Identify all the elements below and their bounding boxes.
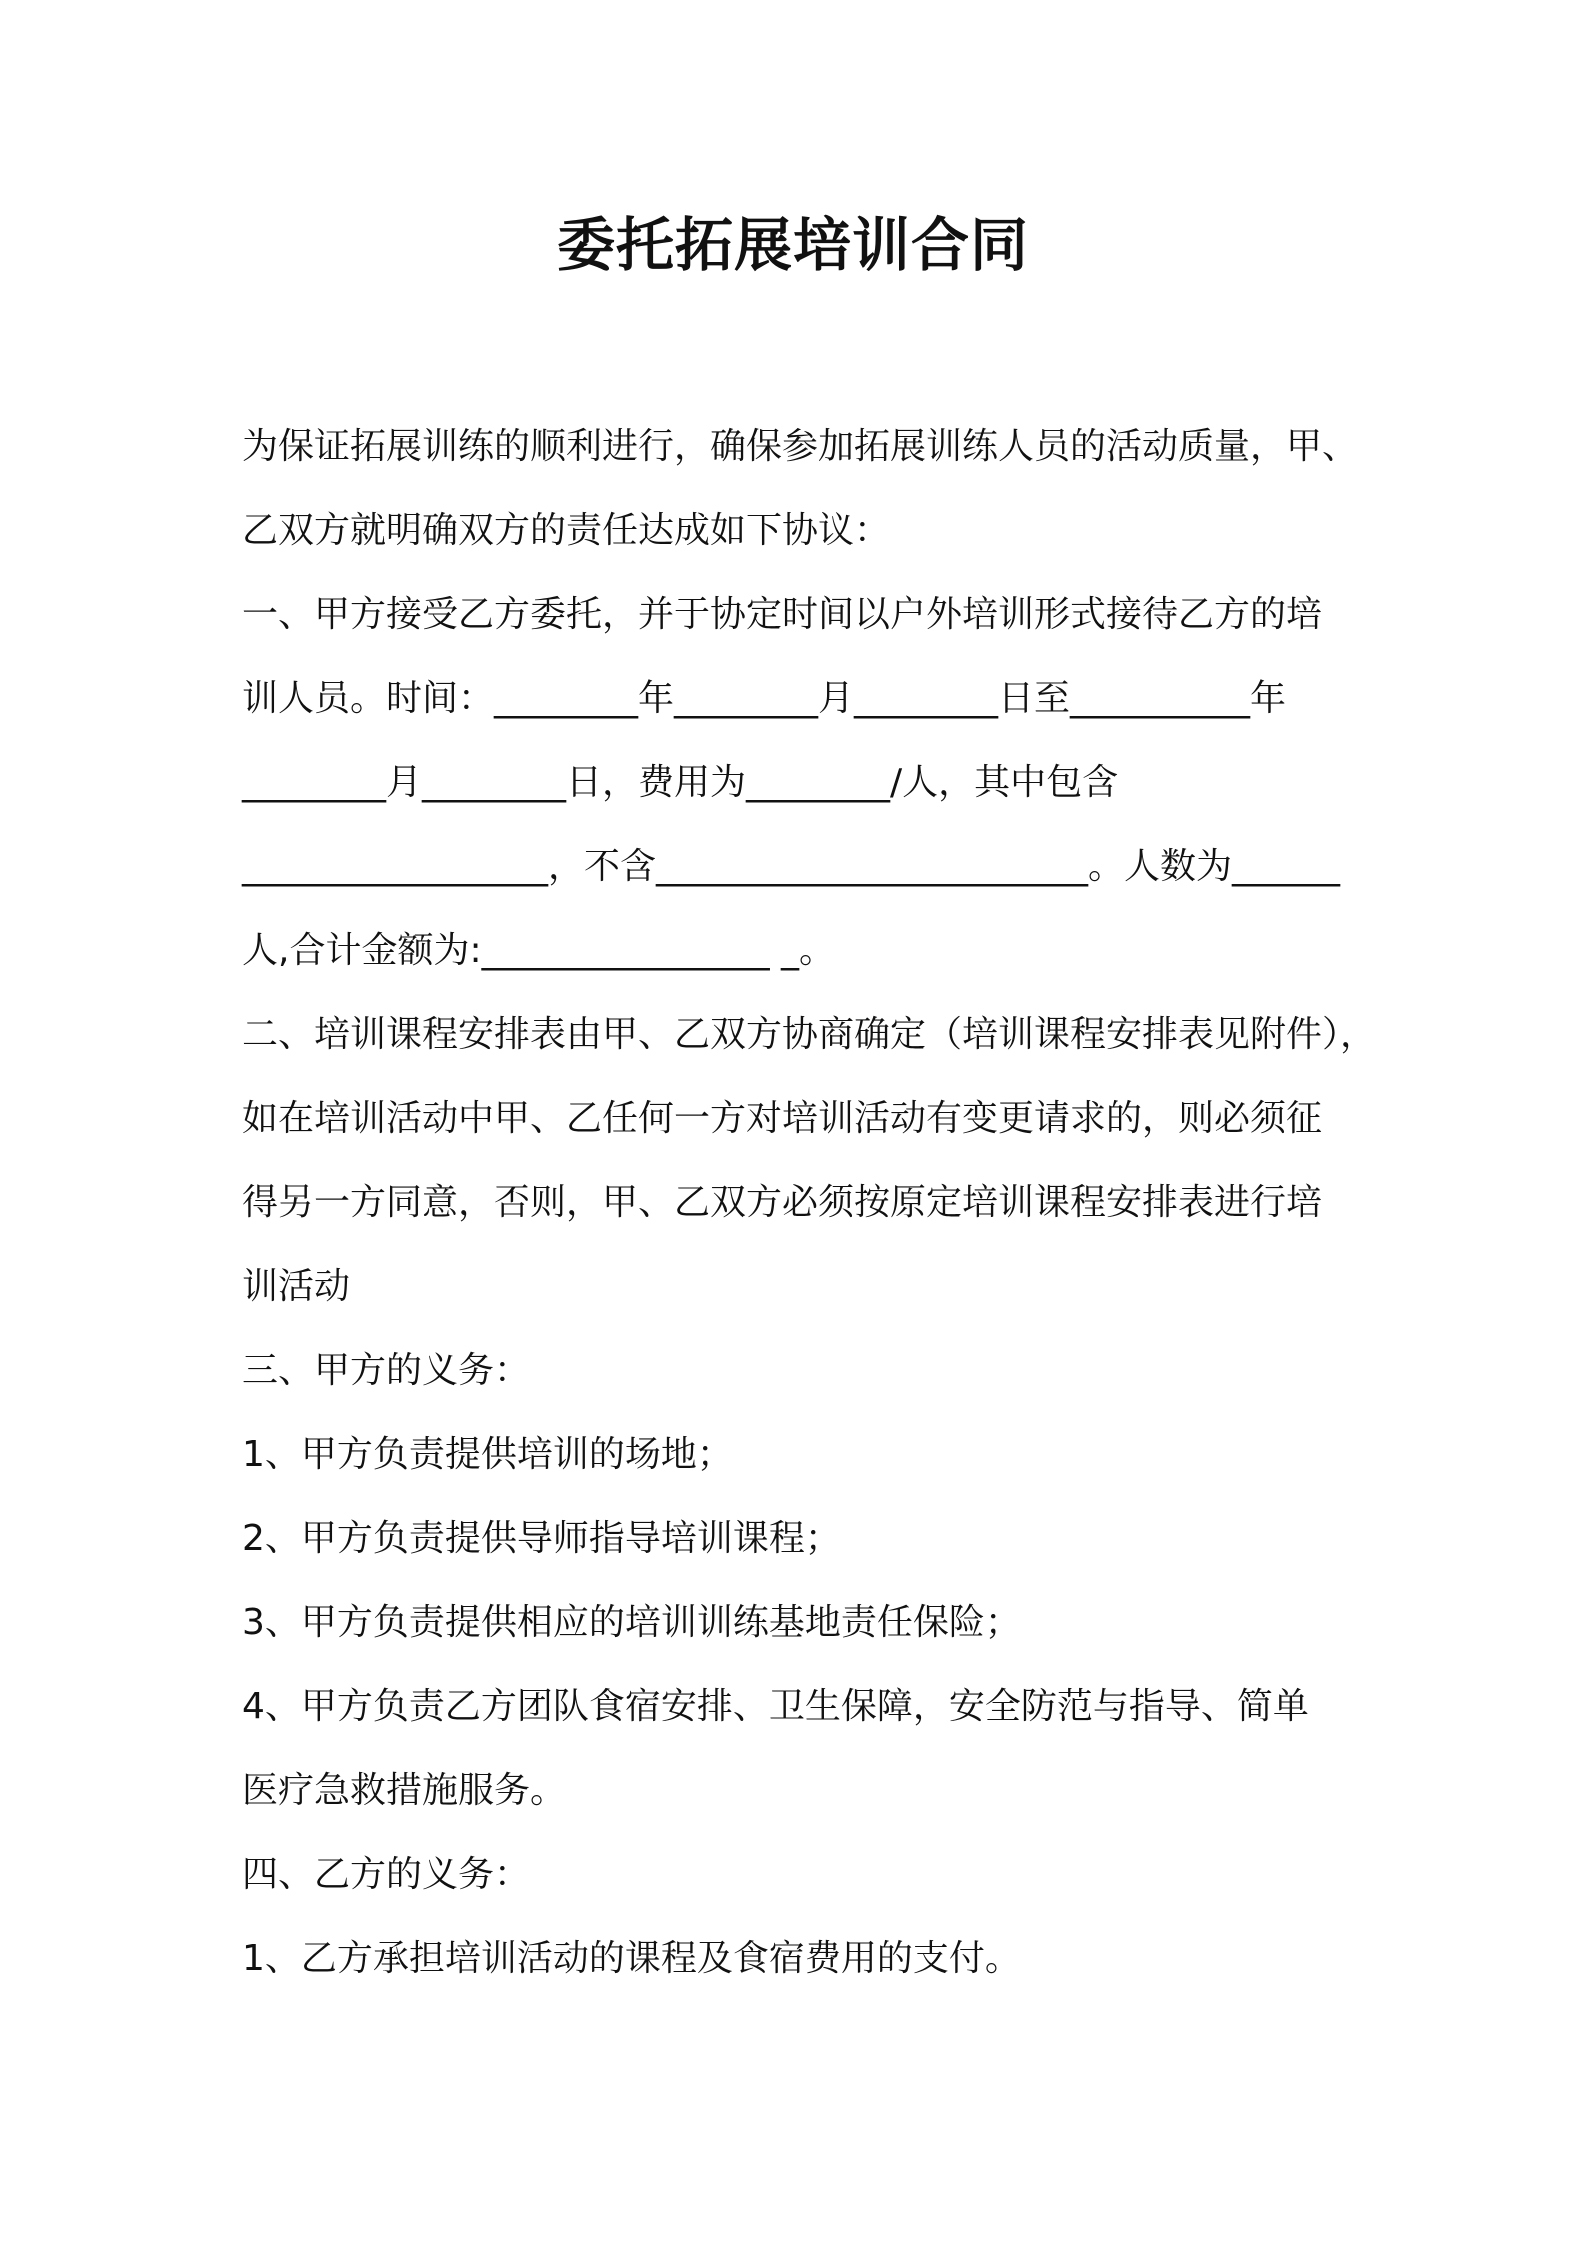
body-line: 一、甲方接受乙方委托，并于协定时间以户外培训形式接待乙方的培 [242, 594, 1323, 635]
body-line: 乙双方就明确双方的责任达成如下协议： [242, 510, 891, 551]
document-body [242, 405, 1377, 2001]
document-title: 委托拓展培训合同 [556, 211, 1029, 279]
body-line: 1、乙方承担培训活动的课程及食宿费用的支付。 [242, 1938, 1021, 1979]
body-line: _________________，不含________________________。人数为______ [242, 846, 1341, 887]
body-line: 3、甲方负责提供相应的培训训练基地责任保险； [242, 1602, 1021, 1643]
body-line: 4、甲方负责乙方团队食宿安排、卫生保障，安全防范与指导、简单 [242, 1686, 1309, 1727]
body-line: ________月________日，费用为________/人，其中包含 [242, 762, 1119, 803]
body-line: 如在培训活动中甲、乙任何一方对培训活动有变更请求的，则必须征 [242, 1098, 1323, 1139]
body-line: 医疗急救措施服务。 [242, 1770, 567, 1811]
body-line: 三、甲方的义务： [242, 1350, 531, 1391]
body-line: 二、培训课程安排表由甲、乙双方协商确定（培训课程安排表见附件）， [242, 1014, 1377, 1055]
body-line: 训人员。时间：________年________月________日至__________年 [242, 678, 1287, 719]
body-line: 人,合计金额为:________________ _。 [242, 930, 836, 971]
body-line: 四、乙方的义务： [242, 1854, 531, 1895]
body-line: 2、甲方负责提供导师指导培训课程； [242, 1518, 841, 1559]
body-line: 1、甲方负责提供培训的场地； [242, 1434, 733, 1475]
body-line: 训活动 [242, 1266, 351, 1307]
body-line: 为保证拓展训练的顺利进行，确保参加拓展训练人员的活动质量，甲、 [242, 426, 1359, 467]
body-line: 得另一方同意，否则，甲、乙双方必须按原定培训课程安排表进行培 [242, 1182, 1323, 1223]
